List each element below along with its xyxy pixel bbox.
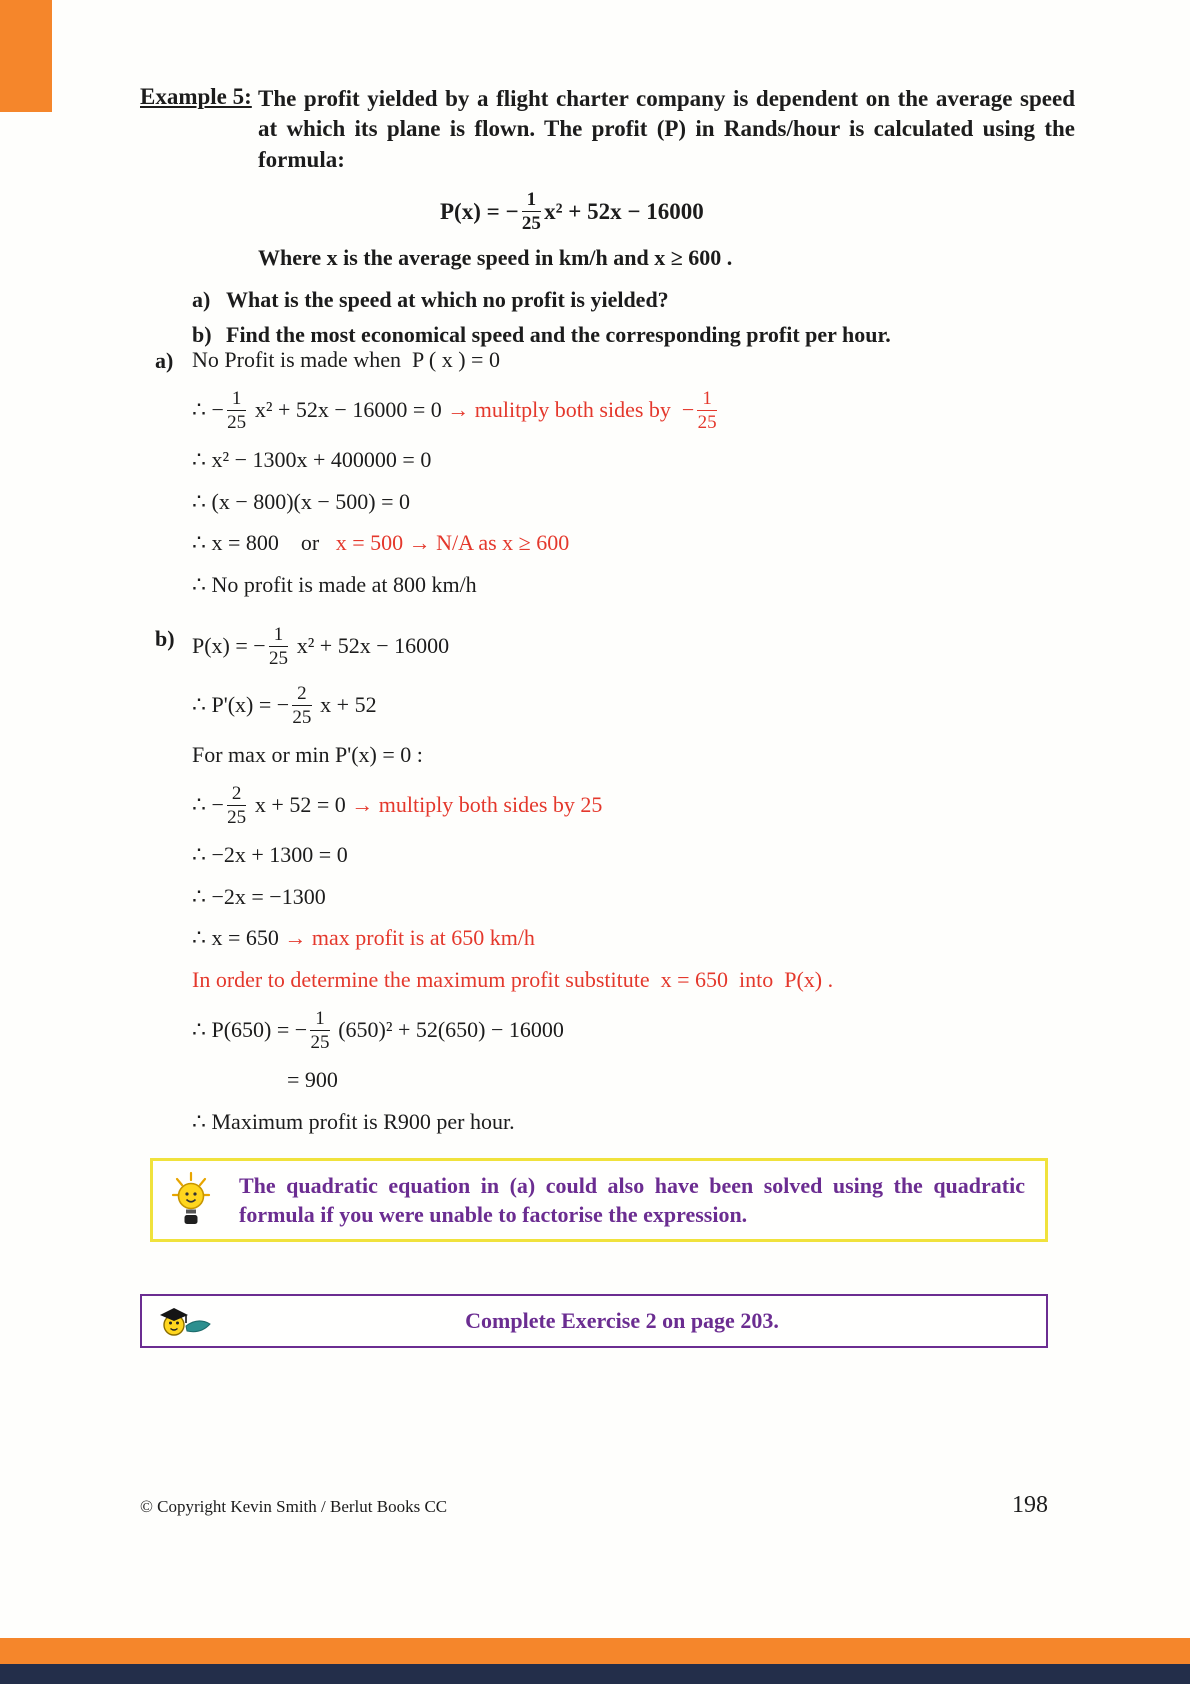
solution-b-section — [155, 624, 1075, 1149]
solution-b-label: b) — [155, 626, 175, 651]
problem-section — [140, 84, 1075, 350]
math-text: ∴ No profit is made at 800 km/h — [192, 571, 477, 597]
fraction-numerator: 1 — [310, 1008, 330, 1031]
math-text: No Profit is made when P ( x ) = 0 — [192, 347, 500, 372]
hint-text: The quadratic equation in (a) could also have been solved using the quadratic formula if you were unable to factorise the expression. — [239, 1173, 1025, 1228]
problem-statement: The profit yielded by a flight charter company is dependent on the average speed at which its plane is flown. The profit (P) in Rands/hour is calculated using the formula: — [258, 86, 1075, 172]
math-text: ∴ x² − 1300x + 400000 = 0 — [192, 447, 432, 473]
math-text: For max or min P'(x) = 0 : — [192, 742, 423, 768]
bottom-navy-band — [0, 1664, 1190, 1684]
math-text: x + 52 — [314, 692, 377, 717]
annotation-sign: − — [681, 397, 695, 423]
solution-b-step3 — [192, 741, 1075, 770]
solution-b-conclusion — [192, 1108, 1075, 1137]
fraction-numerator: 1 — [697, 388, 717, 411]
solution-a-intro — [192, 346, 1075, 375]
math-text: (650)² + 52(650) − 16000 — [332, 1017, 564, 1043]
math-text: ∴ x = 800 or — [192, 530, 336, 556]
page-number: 198 — [1012, 1492, 1048, 1518]
solution-b-step8 — [192, 966, 1075, 995]
math-text: ∴ (x − 800)(x − 500) = 0 — [192, 488, 411, 514]
solution-b-step9 — [192, 1008, 1075, 1054]
formula-pre: P(x) = − — [440, 198, 519, 224]
math-text: ∴ −2x + 1300 = 0 — [192, 842, 348, 868]
annotation-text: x = 500 → N/A as x ≥ 600 — [335, 530, 570, 556]
fraction-numerator: 2 — [227, 783, 247, 806]
fraction-denominator: 25 — [697, 411, 717, 433]
formula-fraction — [522, 189, 542, 235]
fraction — [310, 1008, 330, 1054]
fraction-numerator: 2 — [292, 683, 312, 706]
annotation-text: → mulitply both sides by — [447, 397, 682, 423]
annotation-text: → multiply both sides by 25 — [351, 792, 603, 818]
profit-formula — [440, 189, 1075, 235]
math-text: P(x) = − — [192, 633, 266, 659]
top-left-orange-band — [0, 0, 52, 112]
graduate-cap-icon — [156, 1300, 212, 1342]
question-a-label: a) — [192, 286, 211, 312]
hint-box — [150, 1158, 1048, 1242]
math-text: ∴ x = 650 — [192, 925, 285, 951]
solution-b-step1 — [192, 624, 1075, 670]
formula-post: x² + 52x − 16000 — [544, 198, 704, 224]
fraction-denominator: 25 — [310, 1031, 330, 1053]
solution-b-step5 — [192, 841, 1075, 870]
solution-b-step2 — [192, 683, 1075, 729]
annotation-text: In order to determine the maximum profit substitute x = 650 into P(x) . — [192, 966, 834, 992]
fraction — [227, 388, 247, 434]
question-b-label: b) — [192, 322, 212, 348]
solution-a-step4 — [192, 529, 1075, 558]
solution-b-step6 — [192, 883, 1075, 912]
solution-a-step3 — [192, 488, 1075, 517]
page-footer — [140, 1492, 1048, 1519]
fraction-denominator: 25 — [227, 806, 247, 828]
fraction-denominator: 25 — [268, 648, 288, 670]
solution-b-step7 — [192, 924, 1075, 953]
fraction — [227, 783, 247, 829]
math-text: ∴ P'(x) = − — [192, 692, 290, 717]
math-text: ∴ −2x = −1300 — [192, 883, 326, 909]
question-a-row — [192, 285, 1075, 315]
annotation-fraction — [697, 388, 717, 434]
math-text: ∴ − — [192, 792, 224, 818]
fraction-numerator: 1 — [227, 388, 247, 411]
math-text: x² + 52x − 16000 — [291, 633, 450, 659]
lightbulb-icon — [169, 1171, 213, 1229]
question-a-text: What is the speed at which no profit is yielded? — [226, 286, 669, 312]
solution-a-section — [155, 346, 1075, 613]
solution-b-step4 — [192, 783, 1075, 829]
fraction-denominator: 25 — [292, 706, 312, 728]
solution-a-conclusion — [192, 571, 1075, 600]
math-text: ∴ − — [192, 397, 224, 423]
fraction-denominator: 25 — [227, 411, 247, 433]
question-b-text: Find the most economical speed and the corresponding profit per hour. — [226, 322, 891, 348]
bottom-orange-band — [0, 1638, 1190, 1664]
example-label: Example 5: — [140, 84, 252, 109]
math-text: x² + 52x − 16000 = 0 — [249, 397, 448, 423]
solution-a-label: a) — [155, 348, 174, 373]
math-text: ∴ P(650) = − — [192, 1017, 308, 1043]
math-text: x + 52 = 0 — [249, 792, 352, 818]
annotation-text: → max profit is at 650 km/h — [284, 925, 535, 951]
problem-statement-row — [140, 84, 1075, 175]
solution-a-step1 — [192, 388, 1075, 434]
fraction — [292, 683, 312, 729]
domain-statement: Where x is the average speed in km/h and x ≥ 600 . — [258, 244, 733, 270]
math-text: = 900 — [287, 1067, 338, 1093]
exercise-instruction: Complete Exercise 2 on page 203. — [465, 1308, 779, 1333]
copyright-notice: © Copyright Kevin Smith / Berlut Books CC — [140, 1497, 448, 1516]
fraction — [269, 624, 289, 670]
fraction-numerator: 1 — [269, 624, 289, 647]
solution-a-step2 — [192, 446, 1075, 475]
exercise-box — [140, 1294, 1048, 1348]
fraction-denominator: 25 — [521, 213, 541, 235]
math-text: ∴ Maximum profit is R900 per hour. — [192, 1108, 515, 1134]
fraction-numerator: 1 — [522, 189, 542, 212]
solution-b-step10 — [287, 1066, 1075, 1095]
